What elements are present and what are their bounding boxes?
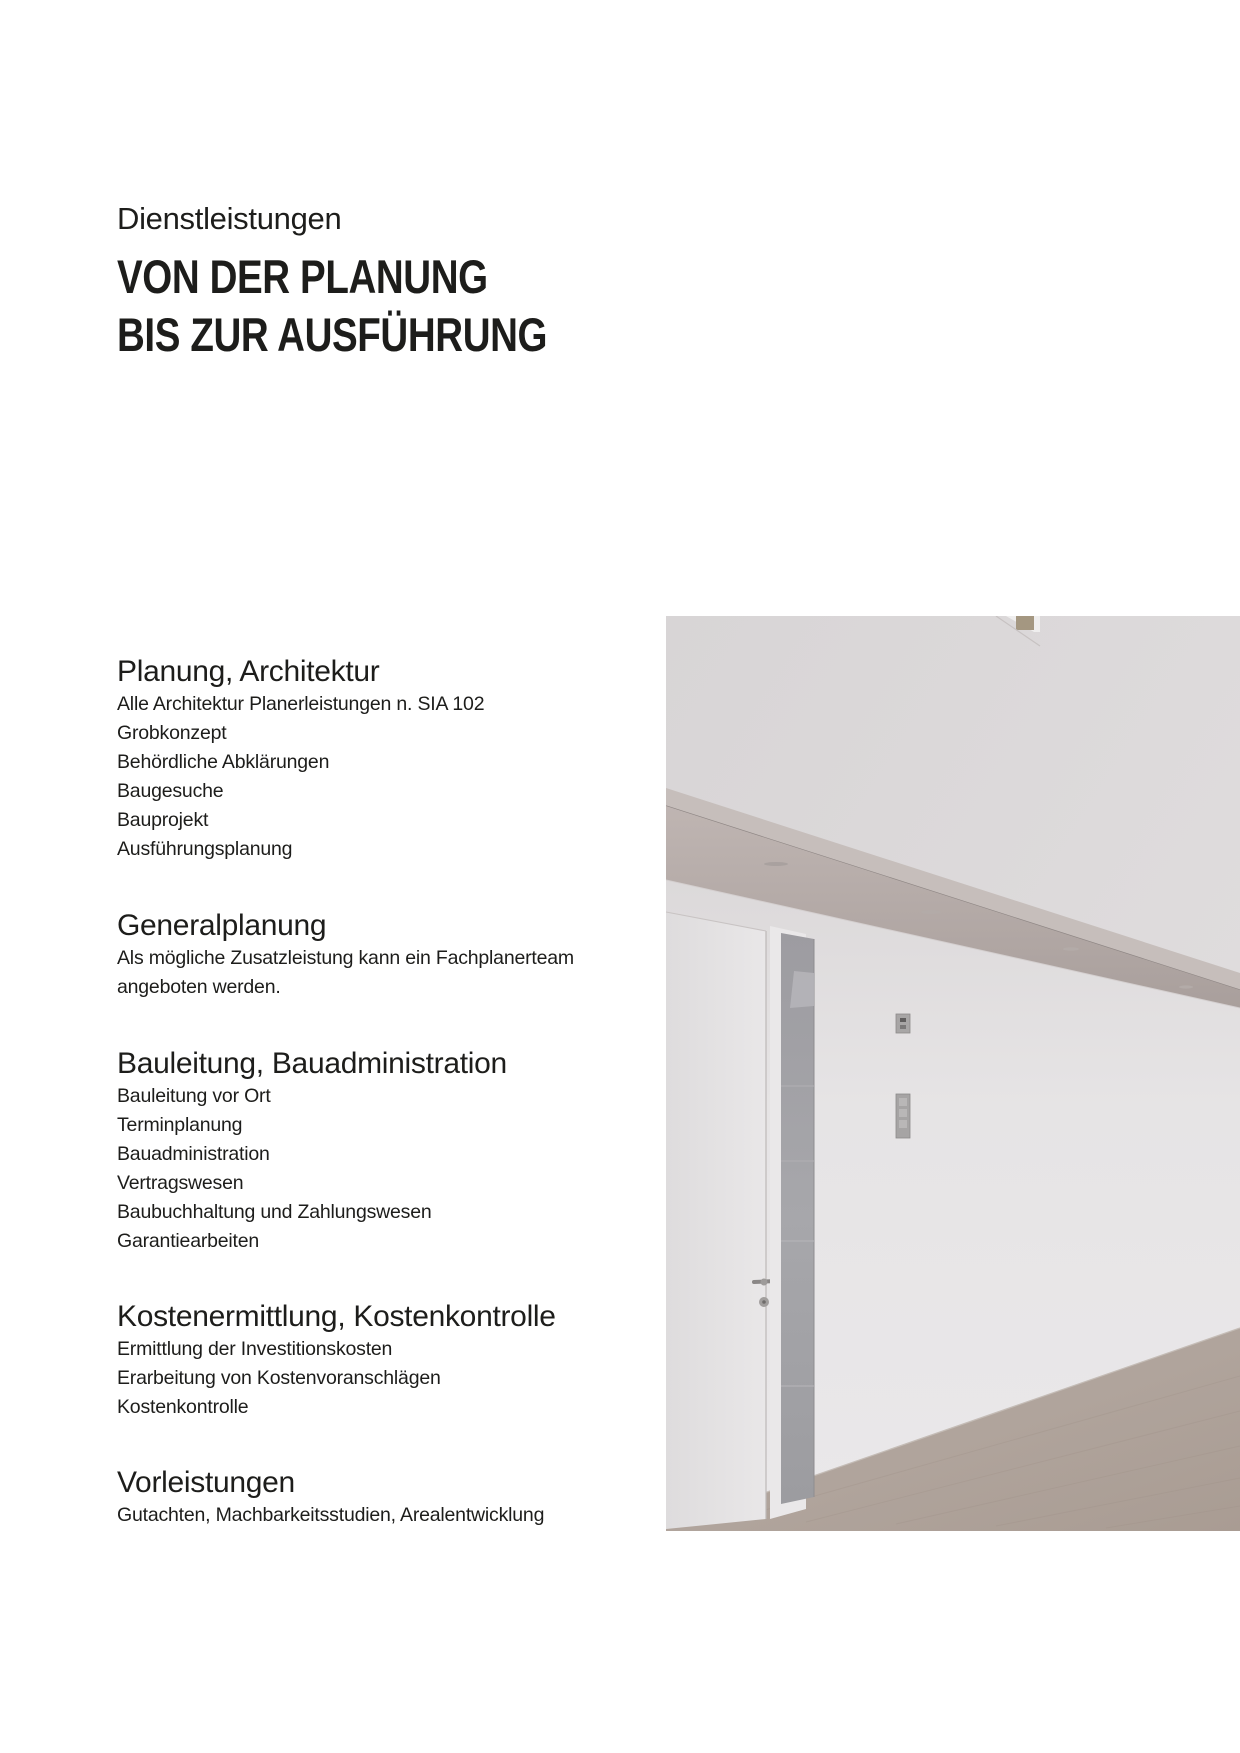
service-item: Erarbeitung von Kostenvoranschlägen	[117, 1367, 441, 1389]
downlight	[1179, 985, 1193, 988]
service-item: Garantiearbeiten	[117, 1230, 260, 1252]
service-item: Bauleitung vor Ort	[117, 1085, 271, 1107]
page-headline	[117, 248, 547, 364]
service-title: Planung, Architektur	[117, 655, 380, 688]
service-description	[117, 944, 617, 1002]
service-item: Grobkonzept	[117, 722, 227, 744]
door	[666, 912, 776, 1529]
service-items	[117, 690, 657, 864]
service-item: Vertragswesen	[117, 1172, 244, 1194]
service-item: Baugesuche	[117, 780, 224, 802]
service-title: Vorleistungen	[117, 1466, 295, 1499]
headline-line-2: BIS ZUR AUSFÜHRUNG	[117, 308, 548, 361]
service-item: Bauprojekt	[117, 809, 209, 831]
service-vorleistungen	[117, 1465, 657, 1530]
service-items	[117, 1501, 657, 1530]
service-item: Bauadministration	[117, 1143, 270, 1165]
downlight	[921, 910, 941, 914]
service-title: Kostenermittlung, Kostenkontrolle	[117, 1300, 556, 1333]
service-items	[117, 1082, 657, 1256]
service-item: Kostenkontrolle	[117, 1396, 249, 1418]
service-item: Ausführungsplanung	[117, 838, 293, 860]
interior-photo-illustration	[666, 616, 1240, 1531]
service-item: Ermittlung der Investitionskosten	[117, 1338, 393, 1360]
headline-line-1: VON DER PLANUNG	[117, 250, 488, 303]
service-item: Gutachten, Machbarkeitsstudien, Arealentwicklung	[117, 1504, 545, 1526]
downlight	[764, 862, 788, 866]
service-item: Baubuchhaltung und Zahlungswesen	[117, 1201, 432, 1223]
service-item: Behördliche Abklärungen	[117, 751, 330, 773]
glass-sidelight	[770, 926, 814, 1519]
service-kostenermittlung-kostenkontrolle	[117, 1299, 657, 1422]
service-items	[117, 1335, 657, 1422]
service-description-line: Als mögliche Zusatzleistung kann ein Fachplanerteam	[117, 947, 574, 969]
interior-photo	[666, 616, 1240, 1531]
service-planung-architektur	[117, 654, 657, 864]
service-item: Terminplanung	[117, 1114, 243, 1136]
service-description-line: angeboten werden.	[117, 976, 281, 998]
downlight	[1063, 947, 1079, 951]
light-switch	[896, 1014, 910, 1033]
service-title: Bauleitung, Bauadministration	[117, 1047, 507, 1080]
service-item: Alle Architektur Planerleistungen n. SIA 102	[117, 693, 485, 715]
service-title: Generalplanung	[117, 909, 327, 942]
section-kicker: Dienstleistungen	[117, 201, 342, 236]
service-bauleitung-bauadministration	[117, 1046, 657, 1256]
service-generalplanung	[117, 908, 657, 1002]
switch-panel	[896, 1094, 910, 1138]
